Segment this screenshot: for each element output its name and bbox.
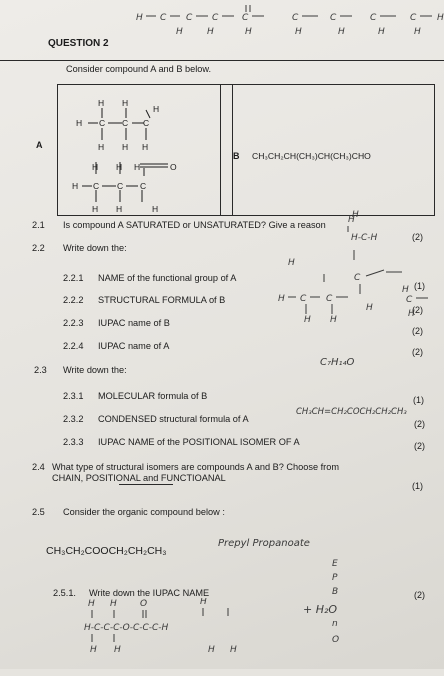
atom-c: C [93, 181, 100, 191]
svg-text:H: H [348, 215, 355, 225]
q-text-2-2-2: STRUCTURAL FORMULA of B [98, 295, 226, 305]
table-divider [232, 84, 233, 215]
svg-text:C: C [99, 118, 106, 128]
svg-text:H: H [245, 27, 252, 37]
svg-text:C: C [242, 13, 249, 23]
compound-b-formula: CH₃CH₂CH(CH₃)CH(CH₃)CHO [252, 151, 371, 161]
svg-text:H: H [402, 285, 409, 295]
handwritten-answer-molecular: C₇H₁₄O [320, 357, 355, 368]
svg-text:H: H [122, 98, 129, 108]
svg-text:P: P [332, 573, 338, 583]
svg-text:E: E [332, 559, 338, 569]
svg-text:C: C [186, 13, 193, 23]
svg-text:H: H [304, 315, 311, 325]
q-mark-2-2-4: (2) [412, 347, 423, 357]
svg-text:H: H [110, 599, 117, 609]
q-num-2-2-3: 2.2.3 [63, 318, 84, 328]
svg-text:H: H [98, 142, 105, 152]
compound-2-5-formula: CH₃CH₂COOCH₂CH₂CH₃ [46, 545, 167, 557]
handwritten-ester-structure [48, 598, 278, 668]
compound-a-label: A [36, 140, 43, 150]
svg-text:C: C [370, 13, 377, 23]
svg-text:H: H [92, 162, 99, 172]
svg-text:C: C [160, 13, 167, 23]
svg-text:C: C [122, 118, 129, 128]
svg-text:H: H [88, 599, 95, 609]
svg-text:H-C-C-C-O-C-C-C-H: H-C-C-C-O-C-C-C-H [84, 623, 169, 633]
q-text-2-3: Write down the: [63, 365, 127, 375]
svg-text:C: C [410, 13, 417, 23]
q-mark-2-2-1: (1) [414, 281, 425, 291]
handwritten-water: + H₂O [303, 603, 338, 616]
compound-a-structure [60, 90, 230, 220]
q-mark-2-2-2: (2) [412, 305, 423, 315]
q-mark-2-3-2: (2) [414, 419, 425, 429]
q-text-2-2-1: NAME of the functional group of A [98, 273, 237, 283]
svg-text:H: H [366, 303, 373, 313]
svg-text:H: H [136, 13, 143, 23]
svg-text:C: C [300, 294, 307, 304]
q-num-2-2-1: 2.2.1 [63, 273, 84, 283]
handwritten-answer-ester: Prepyl Propanoate [218, 538, 310, 549]
q-num-2-3-1: 2.3.1 [63, 391, 84, 401]
svg-text:H: H [330, 315, 337, 325]
svg-text:n: n [332, 619, 338, 629]
positional-underline [119, 484, 173, 485]
question-heading: QUESTION 2 [48, 38, 109, 49]
compound-b-label: B [233, 151, 240, 161]
svg-text:H: H [278, 294, 285, 304]
q-mark-2-5-1: (2) [414, 590, 425, 600]
svg-text:C: C [354, 273, 361, 283]
q-text-2-5: Consider the organic compound below : [63, 507, 225, 517]
handwritten-structural-formula [256, 210, 444, 360]
q-text-2-5-1: Write down the IUPAC NAME [89, 588, 210, 598]
svg-text:H: H [408, 309, 415, 319]
svg-text:O: O [140, 599, 148, 609]
svg-text:C: C [212, 13, 219, 23]
q-num-2-5: 2.5 [32, 507, 45, 517]
svg-text:H: H [295, 27, 302, 37]
q-text-2-3-3: IUPAC NAME of the POSITIONAL ISOMER OF A [98, 437, 300, 447]
header-rule [0, 60, 444, 61]
svg-text:H: H [378, 27, 385, 37]
svg-text:H: H [92, 204, 99, 214]
svg-text:H: H [90, 645, 97, 655]
svg-text:H: H [208, 645, 215, 655]
svg-text:H: H [116, 162, 123, 172]
q-text-2-2: Write down the: [63, 243, 127, 253]
q-text-2-4-line2: CHAIN, POSITIONAL and FUNCTIOANAL [52, 473, 226, 483]
svg-text:H: H [288, 258, 295, 268]
handwritten-vertical-letters [330, 556, 350, 676]
svg-text:H: H [338, 27, 345, 37]
q-text-2-2-3: IUPAC name of B [98, 318, 170, 328]
svg-text:H: H [122, 142, 129, 152]
handwritten-page-h: H [352, 210, 359, 220]
q-mark-2-2-3: (2) [412, 326, 423, 336]
svg-text:H: H [176, 27, 183, 37]
q-num-2-2-2: 2.2.2 [63, 295, 84, 305]
svg-text:O: O [332, 635, 340, 645]
svg-text:H: H [76, 118, 83, 128]
atom-h: H [98, 98, 105, 108]
svg-text:B: B [332, 587, 339, 597]
q-num-2-4: 2.4 [32, 462, 45, 472]
q-text-2-2-4: IUPAC name of A [98, 341, 170, 351]
q-mark-2-1: (2) [412, 232, 423, 242]
q-num-2-3: 2.3 [34, 365, 47, 375]
svg-text:H: H [72, 181, 79, 191]
svg-text:H: H [134, 162, 141, 172]
atom-o: O [170, 162, 177, 172]
handwritten-answer-condensed: CH₃CH=CH₂COCH₂CH₂CH₃ [296, 407, 407, 417]
svg-text:C: C [117, 181, 124, 191]
q-text-2-3-2: CONDENSED structural formula of A [98, 414, 249, 424]
svg-text:C: C [330, 13, 337, 23]
q-num-2-5-1: 2.5.1. [53, 588, 76, 598]
svg-text:H: H [414, 27, 421, 37]
q-num-2-2-4: 2.2.4 [63, 341, 84, 351]
svg-text:H: H [116, 204, 123, 214]
q-num-2-3-3: 2.3.3 [63, 437, 84, 447]
q-mark-2-3-1: (1) [413, 395, 424, 405]
q-text-2-4-line1: What type of structural isomers are compounds A and B? Choose from [52, 462, 339, 472]
q-num-2-3-2: 2.3.2 [63, 414, 84, 424]
q-text-2-3-1: MOLECULAR formula of B [98, 391, 208, 401]
svg-text:C: C [406, 295, 413, 305]
q-num-2-1: 2.1 [32, 220, 45, 230]
q-num-2-2: 2.2 [32, 243, 45, 253]
svg-text:H: H [200, 598, 207, 607]
svg-text:H: H [114, 645, 121, 655]
svg-text:C: C [143, 118, 150, 128]
svg-text:H: H [142, 142, 149, 152]
svg-text:C: C [326, 294, 333, 304]
svg-text:H: H [230, 645, 237, 655]
svg-text:C: C [292, 13, 299, 23]
handwritten-top-chain [0, 0, 444, 40]
svg-text:H: H [153, 104, 160, 114]
svg-text:H: H [152, 204, 159, 214]
svg-text:H-C-H: H-C-H [351, 233, 378, 243]
intro-text: Consider compound A and B below. [66, 64, 212, 74]
q-mark-2-4: (1) [412, 481, 423, 491]
q-mark-2-3-3: (2) [414, 441, 425, 451]
q-text-2-1: Is compound A SATURATED or UNSATURATED? Give a reason [63, 220, 326, 230]
svg-text:H: H [437, 13, 444, 23]
svg-text:C: C [140, 181, 147, 191]
svg-text:H: H [207, 27, 214, 37]
